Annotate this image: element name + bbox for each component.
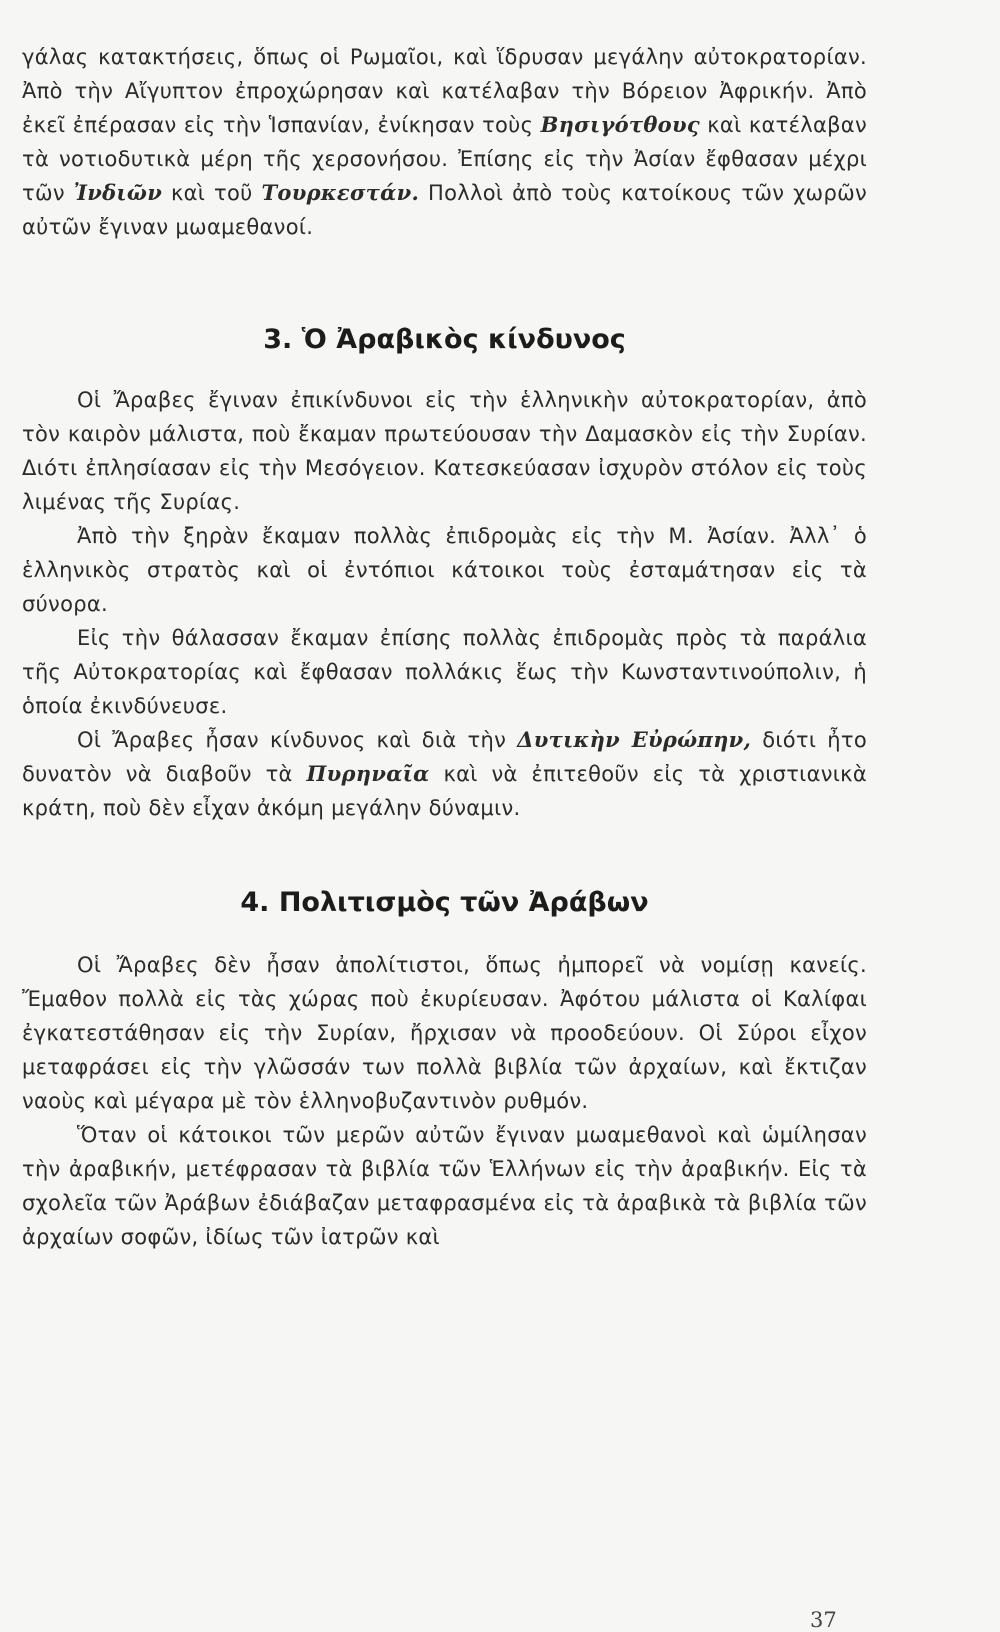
term-visigoths: Βησιγότθους <box>540 112 700 137</box>
term-india: Ἰνδιῶν <box>73 180 163 205</box>
term-pyrenees: Πυρηναῖα <box>306 761 430 786</box>
section-4-paragraph-1: Οἱ Ἄραβες δὲν ἦσαν ἀπολίτιστοι, ὅπως ἠμπορεῖ νὰ νομίσῃ κανείς. Ἔμαθον πολλὰ εἰς τὰς χώρας ποὺ ἐκυρίευσαν. Ἀφότου μάλιστα οἱ Καλίφαι ἐγκατεστάθησαν εἰς τὴν Συρίαν, ἤρχισαν νὰ προοδεύουν. Οἱ Σύροι εἶχον μεταφράσει εἰς τὴν γλῶσσάν των πολλὰ βιβλία τῶν ἀρχαίων, καὶ ἔκτιζαν ναοὺς καὶ μέγαρα μὲ τὸν ἑλληνοβυζαντινὸν ρυθμόν. <box>22 953 867 1113</box>
intro-text-2: καὶ κατέλαβαν τὰ νοτιοδυτικὰ μέρη τῆς χερσονήσου. Ἐπίσης εἰς τὴν Ἀσίαν ἔφθασαν μέχρι τῶν <box>22 113 867 205</box>
section-3-paragraph-1: Οἱ Ἄραβες ἔγιναν ἐπικίνδυνοι εἰς τὴν ἑλληνικὴν αὐτοκρατορίαν, ἀπὸ τὸν καιρὸν μάλιστα, ποὺ ἔκαμαν πρωτεύουσαν τὴν Δαμασκὸν εἰς τὴν Συρίαν. Διότι ἐπλησίασαν εἰς τὴν Μεσόγειον. Κατεσκεύασαν ἰσχυρὸν στόλον εἰς τοὺς λιμένας τῆς Συρίας. <box>22 388 867 514</box>
page-body <box>22 40 867 1254</box>
p4-text-1: Οἱ Ἄραβες ἦσαν κίνδυνος καὶ διὰ τὴν <box>77 728 518 752</box>
p4-text-3: καὶ νὰ ἐπιτεθοῦν εἰς τὰ χριστιανικὰ κράτη, ποὺ δὲν εἶχαν ἀκόμη μεγάλην δύναμιν. <box>22 762 867 820</box>
intro-text-4: Πολλοὶ ἀπὸ τοὺς κατοίκους τῶν χωρῶν αὐτῶν ἔγιναν μωαμεθανοί. <box>22 181 867 239</box>
intro-text-1: γάλας κατακτήσεις, ὅπως οἱ Ρωμαῖοι, καὶ ἵδρυσαν μεγάλην αὐτοκρατορίαν. Ἀπὸ τὴν Αἴγυπτον ἐπροχώρησαν καὶ κατέλαβαν τὴν Βόρειον Ἀφρικήν. Ἀπὸ ἐκεῖ ἐπέρασαν εἰς τὴν Ἱσπανίαν, ἐνίκησαν τοὺς <box>22 45 867 137</box>
intro-text-3: καὶ τοῦ <box>162 181 262 205</box>
section-4-paragraph-2: Ὅταν οἱ κάτοικοι τῶν μερῶν αὐτῶν ἔγιναν μωαμεθανοὶ καὶ ὡμίλησαν τὴν ἀραβικήν, μετέφρασαν τὰ βιβλία τῶν Ἑλλήνων εἰς τὴν ἀραβικήν. Εἰς τὰ σχολεῖα τῶν Ἀράβων ἐδιάβαζαν μεταφρασμένα εἰς τὰ ἀραβικὰ τὰ βιβλία τῶν ἀρχαίων σοφῶν, ἰδίως τῶν ἰατρῶν καὶ <box>22 1123 867 1249</box>
section-3-paragraph-2: Ἀπὸ τὴν ξηρὰν ἔκαμαν πολλὰς ἐπιδρομὰς εἰς τὴν Μ. Ἀσίαν. Ἀλλ᾽ ὁ ἑλληνικὸς στρατὸς καὶ οἱ ἐντόπιοι κάτοικοι τοὺς ἐσταμάτησαν εἰς τὰ σύνορα. <box>22 524 867 616</box>
section-3-heading: 3. Ὁ Ἀραβικὸς κίνδυνος <box>263 324 626 355</box>
section-3-paragraph-4 <box>22 723 867 825</box>
term-western-europe: Δυτικὴν Εὐρώπην, <box>517 727 752 752</box>
section-4-heading: 4. Πολιτισμὸς τῶν Ἀράβων <box>240 887 649 918</box>
intro-paragraph <box>22 40 867 244</box>
page-number: 37 <box>810 1608 837 1632</box>
section-3-paragraph-3: Εἰς τὴν θάλασσαν ἔκαμαν ἐπίσης πολλὰς ἐπιδρομὰς πρὸς τὰ παράλια τῆς Αὐτοκρατορίας καὶ ἔφθασαν πολλάκις ἕως τὴν Κωνσταντινούπολιν, ἡ ὁποία ἐκινδύνευσε. <box>22 626 867 718</box>
term-turkestan: Τουρκεστάν. <box>261 180 420 205</box>
p4-text-2: διότι ἦτο δυνατὸν νὰ διαβοῦν τὰ <box>22 728 867 786</box>
